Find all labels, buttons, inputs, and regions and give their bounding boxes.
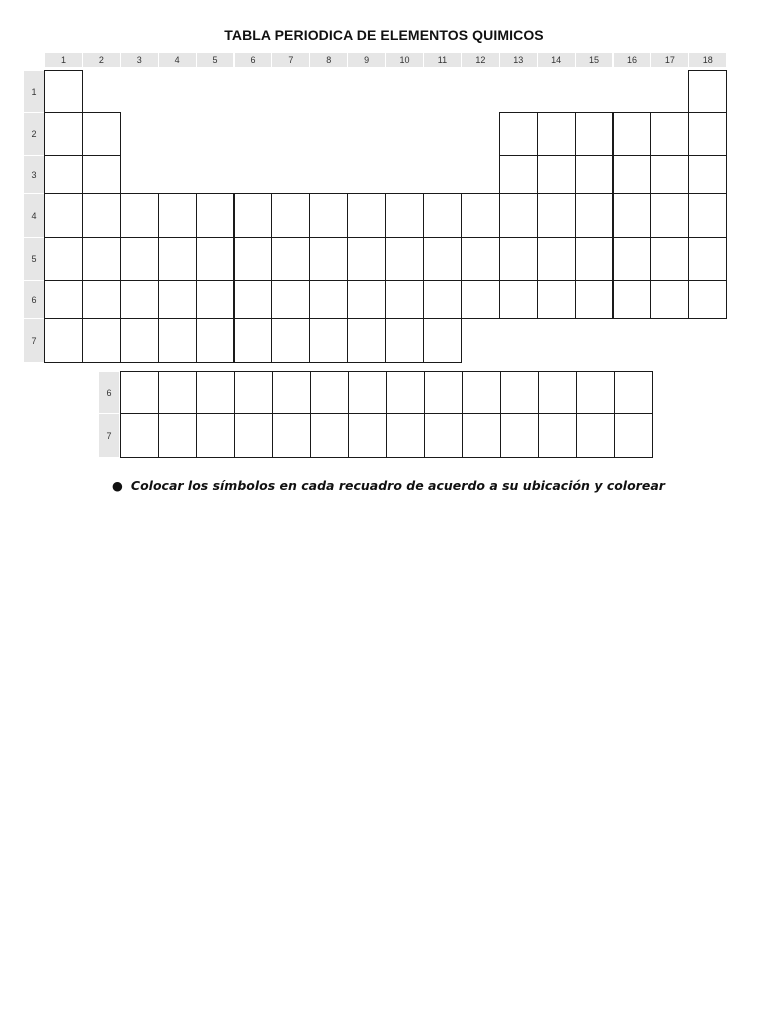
instruction-line: [112, 478, 665, 493]
element-cell: [158, 193, 197, 238]
element-cell: [82, 237, 121, 281]
group-header: 2: [82, 53, 120, 67]
element-cell: [271, 193, 310, 238]
fblock-cell: [158, 413, 197, 458]
element-cell: [650, 193, 689, 238]
fblock-cell: [310, 413, 349, 458]
element-cell: [613, 237, 652, 281]
element-cell: [688, 237, 727, 281]
group-header: 10: [385, 53, 423, 67]
element-cell: [347, 193, 386, 238]
element-cell: [575, 280, 614, 319]
element-cell: [537, 193, 576, 238]
element-cell: [309, 237, 348, 281]
fblock-cell: [196, 371, 235, 414]
fblock-cell: [614, 371, 653, 414]
fblock-cell: [310, 371, 349, 414]
element-cell: [271, 237, 310, 281]
fblock-cell: [272, 413, 311, 458]
element-cell: [309, 280, 348, 319]
element-cell: [537, 155, 576, 194]
element-cell: [120, 237, 159, 281]
fblock-cell: [234, 371, 273, 414]
element-cell: [44, 70, 83, 113]
fblock-cell: [424, 413, 463, 458]
element-cell: [385, 193, 424, 238]
group-header: 11: [423, 53, 461, 67]
page-title: TABLA PERIODICA DE ELEMENTOS QUIMICOS: [224, 27, 544, 43]
element-cell: [44, 237, 83, 281]
element-cell: [347, 237, 386, 281]
element-cell: [537, 112, 576, 156]
element-cell: [347, 318, 386, 363]
group-header: 1: [44, 53, 82, 67]
fblock-cell: [158, 371, 197, 414]
group-header: 13: [499, 53, 537, 67]
group-header: 17: [650, 53, 688, 67]
period-header: 7: [24, 318, 44, 362]
element-cell: [613, 112, 652, 156]
element-cell: [196, 280, 235, 319]
fblock-cell: [614, 413, 653, 458]
element-cell: [234, 237, 273, 281]
fblock-cell: [500, 371, 539, 414]
fblock-cell: [462, 413, 501, 458]
element-cell: [44, 112, 83, 156]
fblock-cell: [576, 413, 615, 458]
element-cell: [234, 280, 273, 319]
fblock-cell: [576, 371, 615, 414]
element-cell: [196, 193, 235, 238]
element-cell: [575, 193, 614, 238]
element-cell: [650, 155, 689, 194]
fblock-row-header: 7: [99, 413, 119, 457]
element-cell: [158, 280, 197, 319]
period-header: 3: [24, 155, 44, 193]
element-cell: [309, 193, 348, 238]
element-cell: [385, 237, 424, 281]
period-header: 6: [24, 280, 44, 318]
element-cell: [158, 318, 197, 363]
element-cell: [499, 112, 538, 156]
fblock-cell: [424, 371, 463, 414]
element-cell: [499, 280, 538, 319]
period-header: 5: [24, 237, 44, 280]
element-cell: [575, 155, 614, 194]
element-cell: [650, 112, 689, 156]
group-header: 16: [613, 53, 651, 67]
period-header: 2: [24, 112, 44, 155]
period-header: 4: [24, 193, 44, 237]
element-cell: [196, 237, 235, 281]
group-header: 8: [309, 53, 347, 67]
fblock-cell: [462, 371, 501, 414]
element-cell: [613, 280, 652, 319]
group-header: 4: [158, 53, 196, 67]
element-cell: [120, 318, 159, 363]
element-cell: [44, 280, 83, 319]
element-cell: [196, 318, 235, 363]
element-cell: [158, 237, 197, 281]
group-header: 6: [234, 53, 272, 67]
element-cell: [537, 280, 576, 319]
element-cell: [234, 318, 273, 363]
fblock-cell: [538, 413, 577, 458]
element-cell: [44, 193, 83, 238]
bullet-icon: ●: [112, 478, 123, 493]
fblock-cell: [386, 413, 425, 458]
element-cell: [385, 280, 424, 319]
element-cell: [423, 237, 462, 281]
element-cell: [271, 318, 310, 363]
fblock-cell: [348, 413, 387, 458]
element-cell: [234, 193, 273, 238]
element-cell: [499, 193, 538, 238]
element-cell: [613, 193, 652, 238]
element-cell: [499, 155, 538, 194]
element-cell: [688, 112, 727, 156]
group-header: 12: [461, 53, 499, 67]
element-cell: [650, 280, 689, 319]
element-cell: [120, 193, 159, 238]
element-cell: [688, 193, 727, 238]
element-cell: [82, 318, 121, 363]
fblock-cell: [500, 413, 539, 458]
element-cell: [613, 155, 652, 194]
element-cell: [82, 112, 121, 156]
element-cell: [423, 318, 462, 363]
periodic-table-grid: [0, 0, 768, 470]
element-cell: [688, 280, 727, 319]
element-cell: [688, 155, 727, 194]
element-cell: [82, 280, 121, 319]
fblock-cell: [272, 371, 311, 414]
fblock-cell: [196, 413, 235, 458]
element-cell: [575, 237, 614, 281]
fblock-cell: [120, 371, 159, 414]
element-cell: [461, 193, 500, 238]
element-cell: [309, 318, 348, 363]
element-cell: [423, 193, 462, 238]
element-cell: [44, 318, 83, 363]
element-cell: [120, 280, 159, 319]
element-cell: [688, 70, 727, 113]
element-cell: [271, 280, 310, 319]
element-cell: [650, 237, 689, 281]
element-cell: [461, 237, 500, 281]
fblock-row-header: 6: [99, 371, 119, 413]
group-header: 9: [347, 53, 385, 67]
element-cell: [82, 193, 121, 238]
element-cell: [423, 280, 462, 319]
fblock-cell: [120, 413, 159, 458]
fblock-cell: [386, 371, 425, 414]
group-header: 7: [271, 53, 309, 67]
element-cell: [385, 318, 424, 363]
element-cell: [347, 280, 386, 319]
element-cell: [499, 237, 538, 281]
element-cell: [537, 237, 576, 281]
fblock-cell: [234, 413, 273, 458]
group-header: 15: [575, 53, 613, 67]
element-cell: [461, 280, 500, 319]
instruction-text: Colocar los símbolos en cada recuadro de acuerdo a su ubicación y colorear: [130, 478, 665, 493]
group-header: 5: [196, 53, 234, 67]
element-cell: [575, 112, 614, 156]
group-header: 18: [688, 53, 726, 67]
group-header: 14: [537, 53, 575, 67]
fblock-cell: [348, 371, 387, 414]
period-header: 1: [24, 70, 44, 112]
element-cell: [82, 155, 121, 194]
group-header: 3: [120, 53, 158, 67]
fblock-cell: [538, 371, 577, 414]
element-cell: [44, 155, 83, 194]
